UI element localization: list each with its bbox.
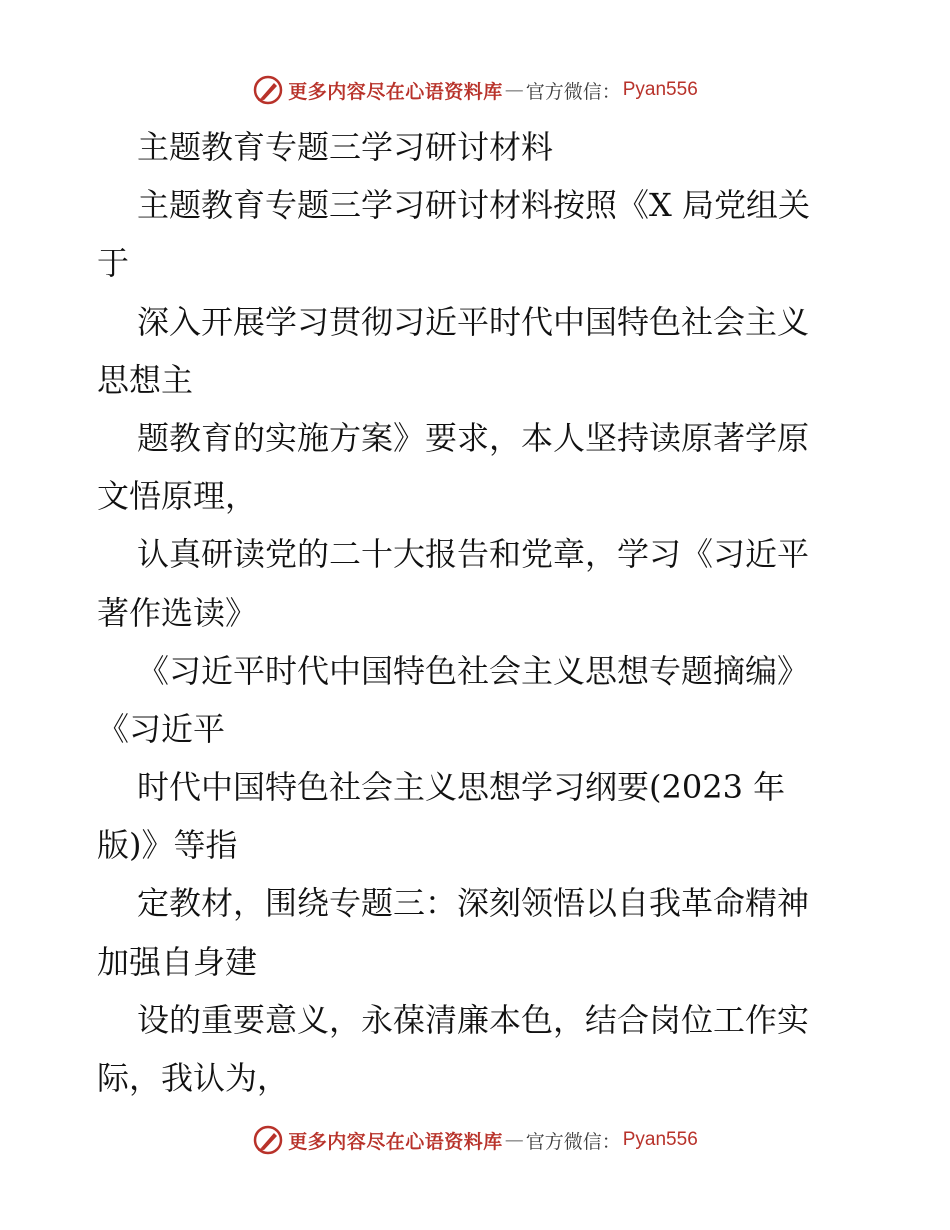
text-line: 题教育的实施方案》要求，本人坚持读原著学原 — [137, 418, 810, 457]
quill-logo-icon — [252, 74, 284, 106]
text-line: 主题教育专题三学习研讨材料 — [137, 128, 554, 166]
watermark-brand: 更多内容尽在心语资料库 — [288, 80, 503, 103]
quill-logo-icon — [252, 1124, 284, 1156]
text-line: 主题教育专题三学习研讨材料按照《X 局党组关 — [137, 186, 810, 225]
text-line: 深入开展学习贯彻习近平时代中国特色社会主义 — [137, 302, 810, 341]
text-line: 著作选读》 — [97, 593, 258, 632]
watermark-contact-id: Pyan556 — [622, 1129, 698, 1150]
text-line: 《习近平时代中国特色社会主义思想专题摘编》 — [137, 651, 810, 690]
text-line: 加强自身建 — [97, 942, 258, 981]
header-watermark — [0, 70, 950, 110]
watermark-contact-label: 官方微信： — [525, 80, 621, 103]
text-line: 设的重要意义，永葆清廉本色，结合岗位工作实 — [137, 1000, 810, 1039]
text-line: 定教材，围绕专题三：深刻领悟以自我革命精神 — [137, 884, 810, 923]
footer-watermark — [0, 1120, 950, 1160]
text-line: 于 — [97, 244, 130, 283]
text-line: 时代中国特色社会主义思想学习纲要(2023 年 — [137, 768, 786, 807]
text-line: 《习近平 — [97, 709, 226, 748]
watermark-dash: — — [504, 79, 524, 101]
text-line: 文悟原理， — [97, 477, 258, 516]
watermark-contact-label: 官方微信： — [525, 1130, 621, 1153]
text-line: 版)》等指 — [97, 826, 238, 865]
watermark-dash: — — [504, 1129, 524, 1151]
text-line: 认真研读党的二十大报告和党章，学习《习近平 — [137, 535, 810, 574]
watermark-contact-id: Pyan556 — [622, 79, 698, 100]
watermark-brand: 更多内容尽在心语资料库 — [288, 1130, 503, 1153]
document-body — [97, 118, 857, 1107]
text-line: 际，我认为， — [97, 1059, 290, 1097]
text-line: 思想主 — [97, 360, 194, 399]
